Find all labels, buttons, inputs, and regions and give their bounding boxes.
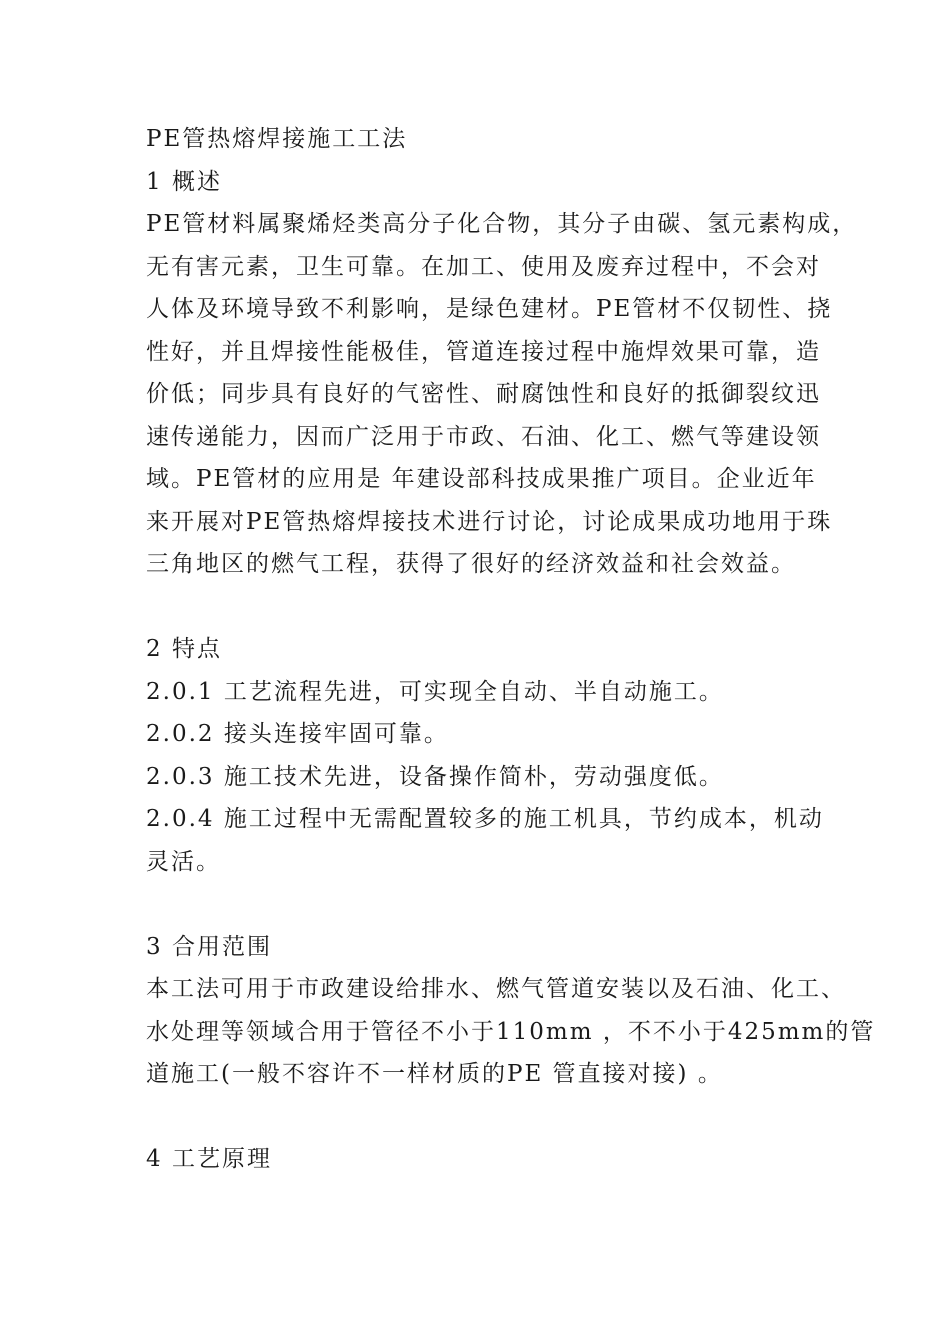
blank-line	[146, 1096, 836, 1139]
list-item: 2.0.1 工艺流程先进，可实现全自动、半自动施工。	[146, 678, 724, 705]
blank-line	[146, 586, 836, 629]
paragraph-line: 速传递能力，因而广泛用于市政、石油、化工、燃气等建设领	[146, 423, 821, 450]
paragraph-line: 域。PE管材的应用是 年建设部科技成果推广项目。企业近年	[146, 466, 817, 492]
paragraph-line: 来开展对PE管热熔焊接技术进行讨论，讨论成果成功地用于珠	[146, 508, 833, 535]
paragraph-line: PE管材料属聚烯烃类高分子化合物，其分子由碳、氢元素构成，	[146, 211, 858, 237]
paragraph-line: 价低；同步具有良好的气密性、耐腐蚀性和良好的抵御裂纹迅	[146, 381, 821, 407]
list-item: 2.0.2 接头连接牢固可靠。	[146, 721, 449, 747]
paragraph-line: 无有害元素，卫生可靠。在加工、使用及废弃过程中，不会对	[146, 253, 821, 280]
section-heading-overview: 1 概述	[146, 168, 222, 195]
section-heading-principle: 4 工艺原理	[146, 1146, 272, 1172]
section-heading-scope: 3 合用范围	[146, 933, 272, 960]
paragraph-line: 本工法可用于市政建设给排水、燃气管道安装以及石油、化工、	[146, 976, 846, 1002]
list-item: 2.0.3 施工技术先进，设备操作简朴，劳动强度低。	[146, 763, 724, 790]
paragraph-line: 道施工(一般不容许不一样材质的PE 管直接对接) 。	[146, 1061, 723, 1087]
paragraph-line: 性好，并且焊接性能极佳，管道连接过程中施焊效果可靠，造	[146, 338, 821, 365]
document-title: PE管热熔焊接施工工法	[146, 126, 408, 152]
list-item: 2.0.4 施工过程中无需配置较多的施工机具，节约成本，机动	[146, 806, 824, 832]
paragraph-line: 水处理等领域合用于管径不小于110mm ，不不小于425mm的管	[146, 1018, 876, 1045]
paragraph-line: 人体及环境导致不利影响，是绿色建材。PE管材不仅韧性、挠	[146, 296, 833, 322]
list-item-continuation: 灵活。	[146, 848, 221, 875]
document-page	[146, 118, 876, 1181]
blank-line	[146, 883, 836, 926]
paragraph-line: 三角地区的燃气工程，获得了很好的经济效益和社会效益。	[146, 551, 796, 577]
section-heading-features: 2 特点	[146, 636, 222, 662]
